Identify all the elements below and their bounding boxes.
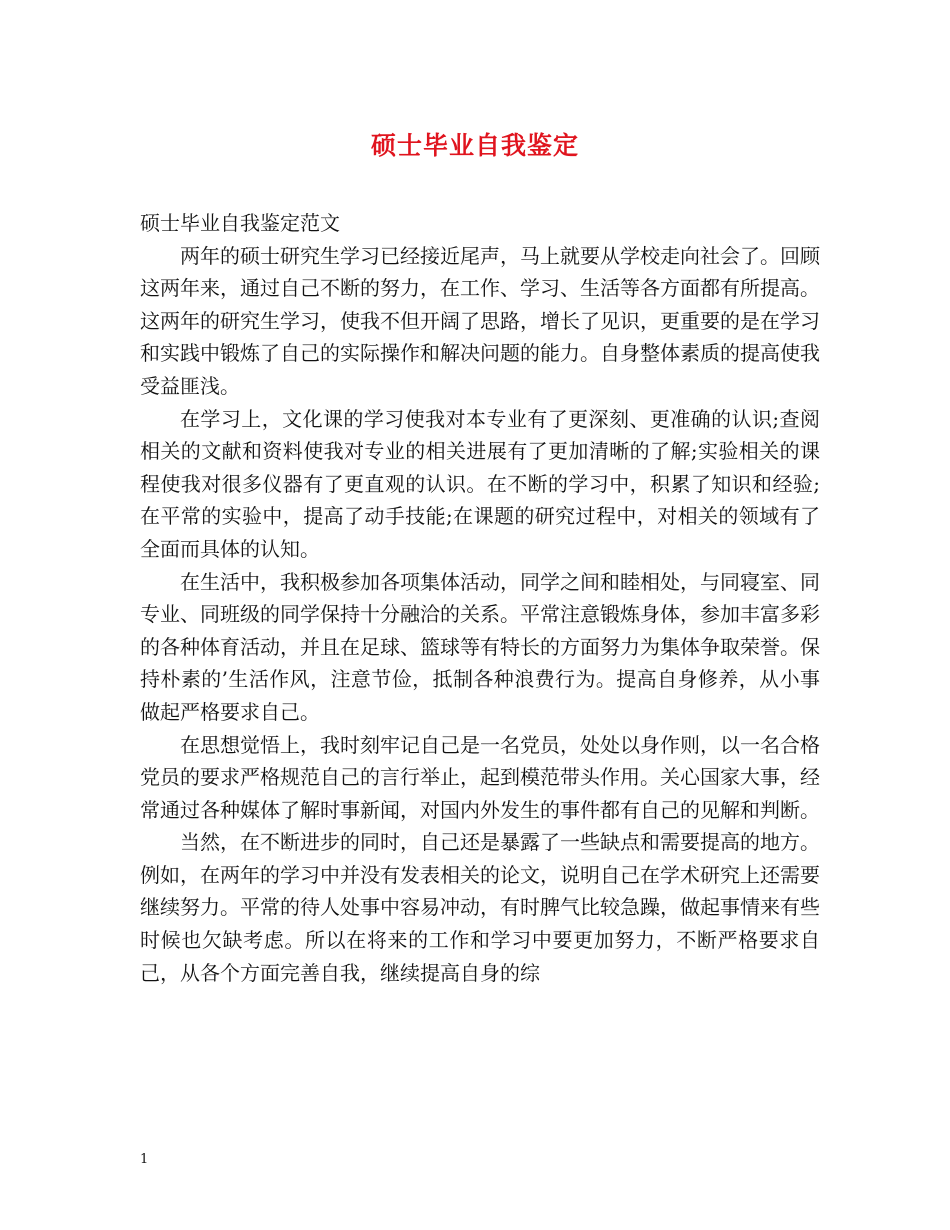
document-body [140,207,820,989]
document-subtitle: 硕士毕业自我鉴定范文 [140,211,340,235]
page-number: 1 [140,1152,149,1167]
paragraph-intro: 两年的硕士研究生学习已经接近尾声，马上就要从学校走向社会了。回顾这两年来，通过自己不断的努力，在工作、学习、生活等各方面都有所提高。这两年的研究生学习，使我不但开阔了思路，增长了见识，更重要的是在学习和实践中锻炼了自己的实际操作和解决问题的能力。自身整体素质的提高使我受益匪浅。 [140,243,820,398]
paragraph-study: 在学习上，文化课的学习使我对本专业有了更深刻、更准确的认识;查阅相关的文献和资料使我对专业的相关进展有了更加清晰的了解;实验相关的课程使我对很多仪器有了更直观的认识。在不断的学习中，积累了知识和经验;在平常的实验中，提高了动手技能;在课题的研究过程中，对相关的领域有了全面而具体的认知。 [140,406,820,561]
paragraph-ideology: 在思想觉悟上，我时刻牢记自己是一名党员，处处以身作则，以一名合格党员的要求严格规范自己的言行举止，起到模范带头作用。关心国家大事，经常通过各种媒体了解时事新闻，对国内外发生的事件都有自己的见解和判断。 [140,732,820,822]
paragraph-life: 在生活中，我积极参加各项集体活动，同学之间和睦相处，与同寝室、同专业、同班级的同学保持十分融洽的关系。平常注意锻炼身体，参加丰富多彩的各种体育活动，并且在足球、篮球等有特长的方面努力为集体争取荣誉。保持朴素的’生活作风，注意节俭，抵制各种浪费行为。提高自身修养，从小事做起严格要求自己。 [140,569,820,724]
paragraph-shortcomings: 当然，在不断进步的同时，自己还是暴露了一些缺点和需要提高的地方。例如，在两年的学习中并没有发表相关的论文，说明自己在学术研究上还需要继续努力。平常的待人处事中容易冲动，有时脾气比较急躁，做起事情来有些时候也欠缺考虑。所以在将来的工作和学习中要更加努力，不断严格要求自己，从各个方面完善自我，继续提高自身的综 [140,830,820,985]
document-title: 硕士毕业自我鉴定 [370,131,579,160]
